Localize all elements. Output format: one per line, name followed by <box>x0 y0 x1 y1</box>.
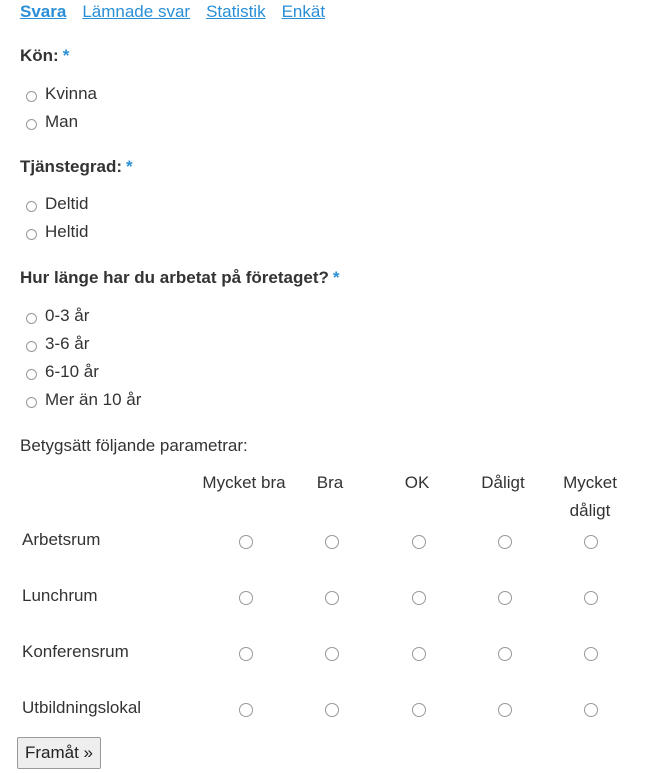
radio-button[interactable] <box>26 397 37 408</box>
radio-button[interactable] <box>26 341 37 352</box>
column-header-mycket-bra: Mycket bra <box>202 473 286 492</box>
nav-statistik[interactable]: Statistik <box>206 2 266 21</box>
rating-radio-row2-col2[interactable] <box>325 591 339 605</box>
rating-radio-row4-col2[interactable] <box>325 703 339 717</box>
question-label: Hur länge har du arbetat på företaget? <box>20 268 329 287</box>
question-tjanstegrad <box>20 157 133 177</box>
rating-radio-row1-col1[interactable] <box>239 535 253 549</box>
question-label: Tjänstegrad: <box>20 157 123 176</box>
rating-radio-row1-col5[interactable] <box>584 535 598 549</box>
rating-radio-row1-col4[interactable] <box>498 535 512 549</box>
rating-radio-row1-col2[interactable] <box>325 535 339 549</box>
rating-radio-row2-col1[interactable] <box>239 591 253 605</box>
rating-radio-row2-col5[interactable] <box>584 591 598 605</box>
rating-radio-row2-col4[interactable] <box>498 591 512 605</box>
required-marker: * <box>332 268 340 287</box>
rating-radio-row3-col5[interactable] <box>584 647 598 661</box>
rating-radio-row4-col3[interactable] <box>412 703 426 717</box>
rating-title: Betygsätt följande parametrar: <box>20 436 248 455</box>
rating-radio-row3-col1[interactable] <box>239 647 253 661</box>
rating-radio-row4-col4[interactable] <box>498 703 512 717</box>
row-label-utbildningslokal: Utbildningslokal <box>22 698 142 717</box>
rating-radio-row4-col1[interactable] <box>239 703 253 717</box>
option-mer-an-10[interactable] <box>26 390 141 410</box>
option-label: Man <box>45 112 79 131</box>
required-marker: * <box>126 157 133 176</box>
radio-button[interactable] <box>26 229 37 240</box>
column-header-mycket-daligt: Mycket dåligt <box>563 473 617 520</box>
top-nav <box>20 2 325 22</box>
radio-button[interactable] <box>26 119 37 130</box>
question-label: Kön: <box>20 46 59 65</box>
question-anstallningstid <box>20 268 340 288</box>
rating-radio-row3-col3[interactable] <box>412 647 426 661</box>
radio-button[interactable] <box>26 369 37 380</box>
option-label: Heltid <box>45 222 89 241</box>
option-label: Mer än 10 år <box>45 390 142 409</box>
nav-svara[interactable]: Svara <box>20 2 67 21</box>
option-0-3[interactable] <box>26 306 89 326</box>
next-button[interactable]: Framåt » <box>17 737 101 769</box>
option-kvinna[interactable] <box>26 84 97 104</box>
question-kon <box>20 46 69 66</box>
rating-radio-row1-col3[interactable] <box>412 535 426 549</box>
column-header-bra: Bra <box>316 473 344 492</box>
option-label: 6-10 år <box>45 362 99 381</box>
rating-radio-row3-col4[interactable] <box>498 647 512 661</box>
column-header-ok: OK <box>404 473 430 492</box>
nav-lamnade-svar[interactable]: Lämnade svar <box>82 2 191 21</box>
rating-radio-row2-col3[interactable] <box>412 591 426 605</box>
rating-radio-row3-col2[interactable] <box>325 647 339 661</box>
option-heltid[interactable] <box>26 222 88 242</box>
row-label-lunchrum: Lunchrum <box>22 586 98 605</box>
row-label-arbetsrum: Arbetsrum <box>22 530 101 549</box>
option-6-10[interactable] <box>26 362 99 382</box>
option-deltid[interactable] <box>26 194 88 214</box>
rating-radio-row4-col5[interactable] <box>584 703 598 717</box>
nav-enkat[interactable]: Enkät <box>281 2 326 21</box>
required-marker: * <box>62 46 70 65</box>
option-3-6[interactable] <box>26 334 89 354</box>
option-label: 3-6 år <box>45 334 90 353</box>
column-header-daligt: Dåligt <box>481 473 525 492</box>
row-label-konferensrum: Konferensrum <box>22 642 129 661</box>
option-man[interactable] <box>26 112 78 132</box>
option-label: 0-3 år <box>45 306 90 325</box>
option-label: Deltid <box>45 194 89 213</box>
radio-button[interactable] <box>26 91 37 102</box>
radio-button[interactable] <box>26 201 37 212</box>
radio-button[interactable] <box>26 313 37 324</box>
option-label: Kvinna <box>45 84 97 103</box>
